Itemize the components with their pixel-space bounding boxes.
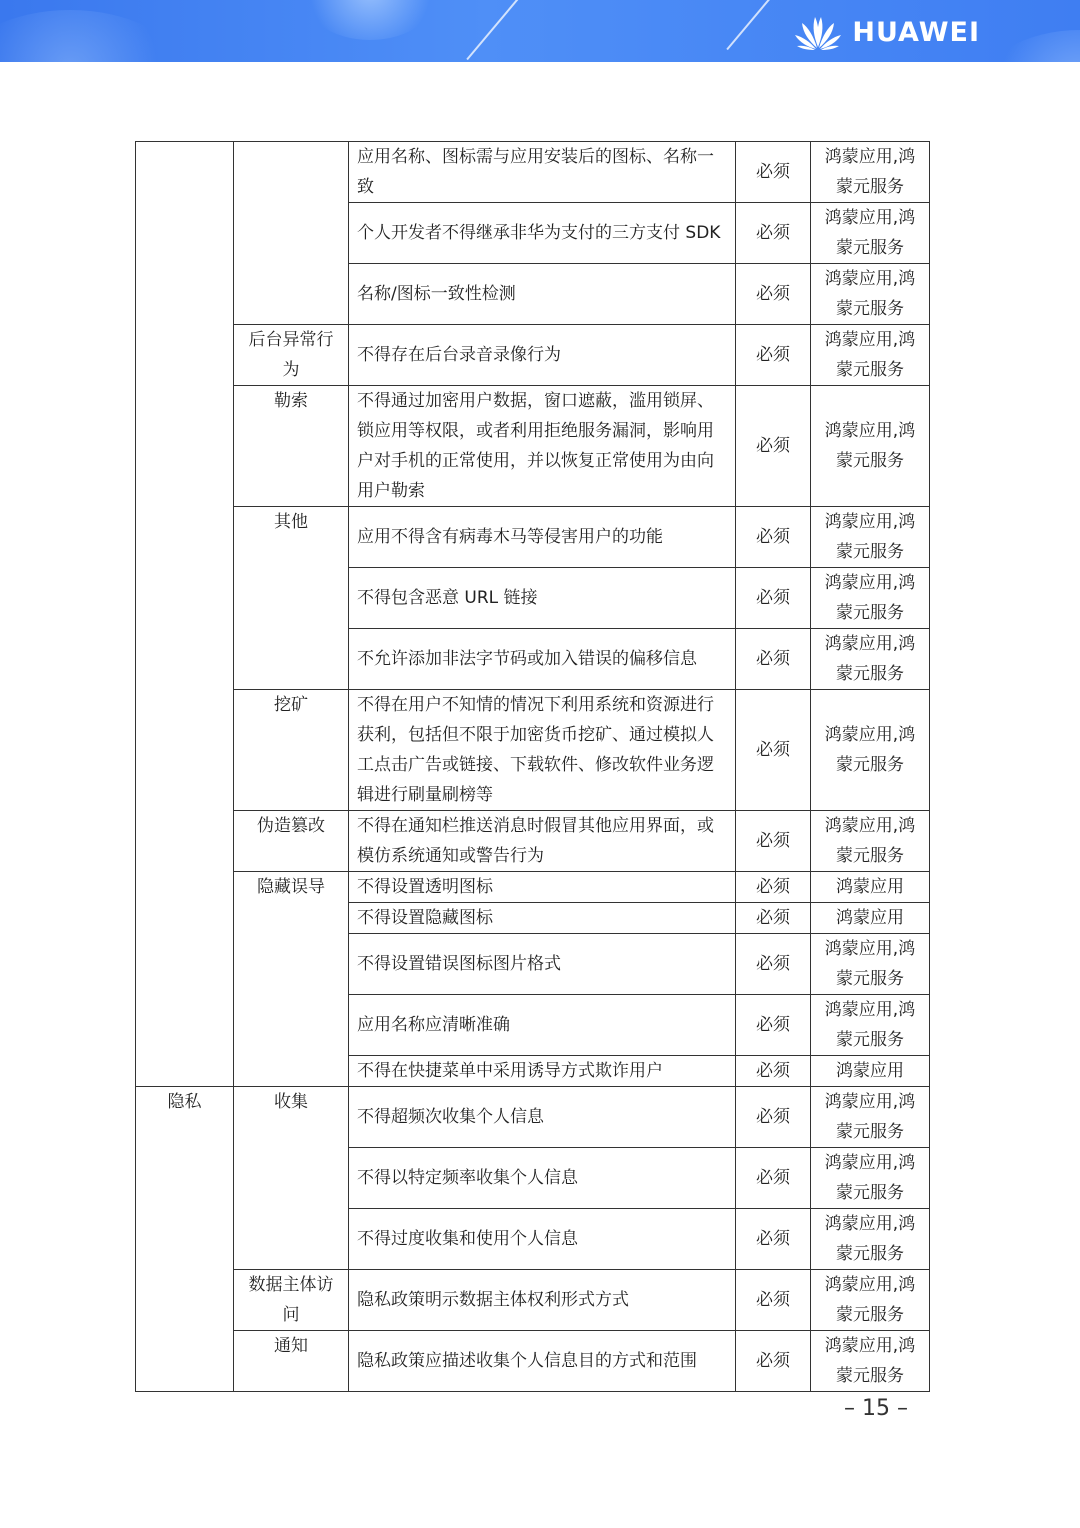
table-row (136, 690, 930, 811)
category-cell: 隐私 (136, 1087, 234, 1392)
huawei-petal-icon (794, 13, 842, 51)
requirement-cell: 应用不得含有病毒木马等侵害用户的功能 (349, 507, 736, 568)
requirement-cell: 不得设置透明图标 (349, 872, 736, 903)
requirement-cell: 隐私政策明示数据主体权利形式方式 (349, 1270, 736, 1331)
subcategory-cell: 勒索 (234, 386, 349, 507)
scope-cell: 鸿蒙应用,鸿蒙元服务 (811, 264, 930, 325)
level-cell: 必须 (736, 203, 811, 264)
requirement-cell: 不得存在后台录音录像行为 (349, 325, 736, 386)
requirement-cell: 不得超频次收集个人信息 (349, 1087, 736, 1148)
requirement-cell: 隐私政策应描述收集个人信息目的方式和范围 (349, 1331, 736, 1392)
requirement-cell: 名称/图标一致性检测 (349, 264, 736, 325)
decorative-glow (0, 10, 180, 62)
requirement-cell: 不得设置隐藏图标 (349, 903, 736, 934)
requirement-cell: 不得通过加密用户数据，窗口遮蔽，滥用锁屏、锁应用等权限，或者利用拒绝服务漏洞，影响用户对手机的正常使用，并以恢复正常使用为由向用户勒索 (349, 386, 736, 507)
level-cell: 必须 (736, 1087, 811, 1148)
scope-cell: 鸿蒙应用,鸿蒙元服务 (811, 507, 930, 568)
scope-cell: 鸿蒙应用,鸿蒙元服务 (811, 1148, 930, 1209)
requirement-cell: 不得设置错误图标图片格式 (349, 934, 736, 995)
scope-cell: 鸿蒙应用,鸿蒙元服务 (811, 1331, 930, 1392)
level-cell: 必须 (736, 568, 811, 629)
scope-cell: 鸿蒙应用 (811, 903, 930, 934)
decorative-glow (980, 30, 1080, 62)
scope-cell: 鸿蒙应用,鸿蒙元服务 (811, 325, 930, 386)
level-cell: 必须 (736, 1209, 811, 1270)
requirement-cell: 不得在快捷菜单中采用诱导方式欺诈用户 (349, 1056, 736, 1087)
level-cell: 必须 (736, 690, 811, 811)
level-cell: 必须 (736, 934, 811, 995)
requirement-cell: 应用名称应清晰准确 (349, 995, 736, 1056)
level-cell: 必须 (736, 1270, 811, 1331)
scope-cell: 鸿蒙应用,鸿蒙元服务 (811, 811, 930, 872)
requirement-cell: 不得在通知栏推送消息时假冒其他应用界面，或模仿系统通知或警告行为 (349, 811, 736, 872)
requirement-cell: 个人开发者不得继承非华为支付的三方支付 SDK (349, 203, 736, 264)
subcategory-cell (234, 142, 349, 325)
table-row (136, 142, 930, 203)
scope-cell: 鸿蒙应用,鸿蒙元服务 (811, 629, 930, 690)
decorative-glow (300, 0, 440, 40)
requirement-cell: 应用名称、图标需与应用安装后的图标、名称一致 (349, 142, 736, 203)
page-number: – 15 – (844, 1396, 908, 1421)
table-row (136, 1087, 930, 1148)
category-cell (136, 142, 234, 1087)
level-cell: 必须 (736, 629, 811, 690)
subcategory-cell: 后台异常行为 (234, 325, 349, 386)
table-row (136, 386, 930, 507)
brand-name: HUAWEI (852, 16, 980, 48)
level-cell: 必须 (736, 1056, 811, 1087)
scope-cell: 鸿蒙应用,鸿蒙元服务 (811, 995, 930, 1056)
scope-cell: 鸿蒙应用,鸿蒙元服务 (811, 690, 930, 811)
requirement-cell: 不得包含恶意 URL 链接 (349, 568, 736, 629)
requirement-cell: 不得在用户不知情的情况下利用系统和资源进行获利，包括但不限于加密货币挖矿、通过模拟人工点击广告或链接、下载软件、修改软件业务逻辑进行刷量刷榜等 (349, 690, 736, 811)
scope-cell: 鸿蒙应用,鸿蒙元服务 (811, 142, 930, 203)
subcategory-cell: 数据主体访问 (234, 1270, 349, 1331)
requirements-table (135, 141, 930, 1392)
scope-cell: 鸿蒙应用,鸿蒙元服务 (811, 203, 930, 264)
level-cell: 必须 (736, 507, 811, 568)
subcategory-cell: 隐藏误导 (234, 872, 349, 1087)
scope-cell: 鸿蒙应用,鸿蒙元服务 (811, 934, 930, 995)
scope-cell: 鸿蒙应用 (811, 872, 930, 903)
scope-cell: 鸿蒙应用,鸿蒙元服务 (811, 1087, 930, 1148)
huawei-logo (794, 12, 980, 52)
requirement-cell: 不得以特定频率收集个人信息 (349, 1148, 736, 1209)
requirement-cell: 不得过度收集和使用个人信息 (349, 1209, 736, 1270)
level-cell: 必须 (736, 811, 811, 872)
level-cell: 必须 (736, 264, 811, 325)
scope-cell: 鸿蒙应用,鸿蒙元服务 (811, 1270, 930, 1331)
level-cell: 必须 (736, 1331, 811, 1392)
scope-cell: 鸿蒙应用 (811, 1056, 930, 1087)
scope-cell: 鸿蒙应用,鸿蒙元服务 (811, 386, 930, 507)
table-row (136, 1331, 930, 1392)
decorative-stripe (726, 0, 785, 50)
subcategory-cell: 挖矿 (234, 690, 349, 811)
level-cell: 必须 (736, 903, 811, 934)
decorative-stripe (466, 0, 525, 60)
level-cell: 必须 (736, 1148, 811, 1209)
scope-cell: 鸿蒙应用,鸿蒙元服务 (811, 1209, 930, 1270)
subcategory-cell: 收集 (234, 1087, 349, 1270)
level-cell: 必须 (736, 142, 811, 203)
table-row (136, 872, 930, 903)
table-row (136, 325, 930, 386)
subcategory-cell: 通知 (234, 1331, 349, 1392)
table-row (136, 811, 930, 872)
header-banner (0, 0, 1080, 62)
scope-cell: 鸿蒙应用,鸿蒙元服务 (811, 568, 930, 629)
table-row (136, 1270, 930, 1331)
subcategory-cell: 其他 (234, 507, 349, 690)
level-cell: 必须 (736, 872, 811, 903)
table-row (136, 507, 930, 568)
level-cell: 必须 (736, 325, 811, 386)
requirement-cell: 不允许添加非法字节码或加入错误的偏移信息 (349, 629, 736, 690)
subcategory-cell: 伪造篡改 (234, 811, 349, 872)
level-cell: 必须 (736, 386, 811, 507)
level-cell: 必须 (736, 995, 811, 1056)
